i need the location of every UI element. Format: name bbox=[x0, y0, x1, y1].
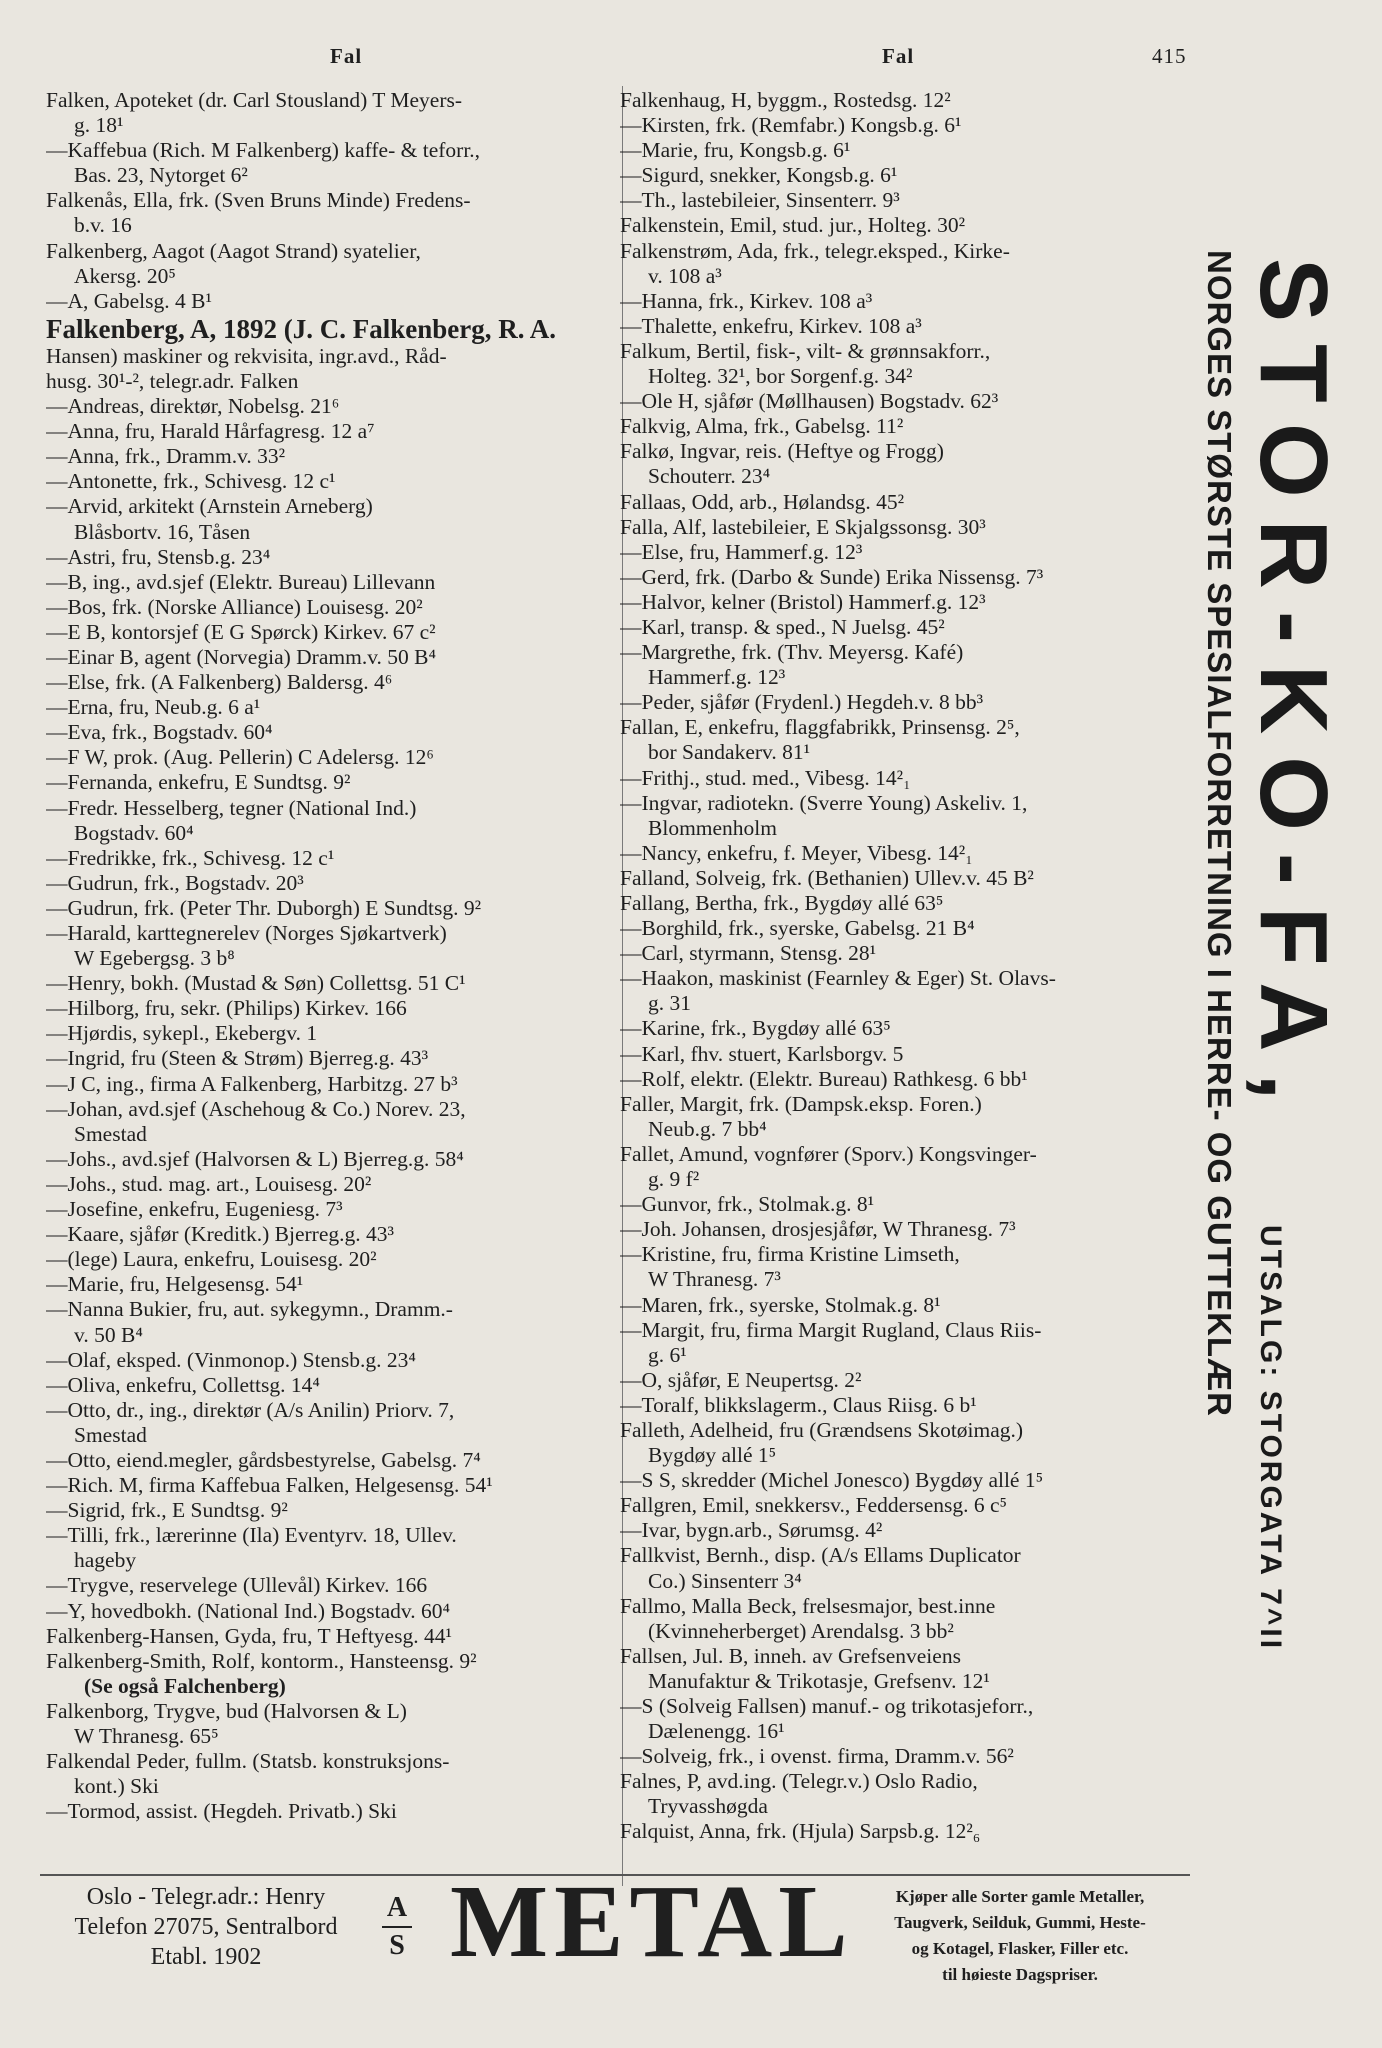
directory-line: Akersg. 20⁵ bbox=[74, 263, 176, 288]
directory-line: —Kaffebua (Rich. M Falkenberg) kaffe- & teforr., bbox=[46, 138, 481, 163]
directory-line: W Egebergsg. 3 b⁸ bbox=[74, 946, 235, 971]
directory-line: Fallmo, Malla Beck, frelsesmajor, best.inne bbox=[620, 1593, 996, 1618]
directory-line: —Ingvar, radiotekn. (Sverre Young) Askeliv. 1, bbox=[620, 790, 1028, 815]
directory-line: —Else, fru, Hammerf.g. 12³ bbox=[620, 539, 863, 564]
directory-line: —Fredr. Hesselberg, tegner (National Ind.) bbox=[46, 795, 417, 820]
directory-line: —Ingrid, fru (Steen & Strøm) Bjerreg.g. 43³ bbox=[46, 1046, 429, 1071]
ad-contact-line: Telefon 27075, Sentralbord bbox=[74, 1914, 338, 1940]
directory-line: Falkenberg, Aagot (Aagot Strand) syatelier, bbox=[46, 238, 421, 263]
directory-line: —Arvid, arkitekt (Arnstein Arneberg) bbox=[46, 494, 373, 519]
directory-line: —Margrethe, frk. (Thv. Meyersg. Kafé) bbox=[620, 640, 964, 665]
ad-as-bar bbox=[382, 1926, 412, 1928]
directory-line: Fallaas, Odd, arb., Hølandsg. 45² bbox=[620, 489, 905, 514]
directory-line: Hammerf.g. 12³ bbox=[648, 665, 786, 690]
directory-line: —Olaf, eksped. (Vinmonop.) Stensb.g. 23⁴ bbox=[46, 1347, 416, 1372]
directory-line: —Henry, bokh. (Mustad & Søn) Collettsg. 51 C¹ bbox=[46, 971, 466, 996]
directory-line: —Haakon, maskinist (Fearnley & Eger) St. Olavs- bbox=[620, 966, 1056, 991]
directory-line: Schouterr. 23⁴ bbox=[648, 464, 771, 489]
directory-line: —Erna, fru, Neub.g. 6 a¹ bbox=[46, 695, 261, 720]
directory-line: —Rich. M, firma Kaffebua Falken, Helgesensg. 54¹ bbox=[46, 1473, 493, 1498]
directory-line: —Karl, fhv. stuert, Karlsborgv. 5 bbox=[620, 1041, 904, 1066]
directory-line: —Einar B, agent (Norvegia) Dramm.v. 50 B⁴ bbox=[46, 644, 437, 669]
directory-line: —Karl, transp. & sped., N Juelsg. 45² bbox=[620, 614, 945, 639]
directory-line: —Otto, dr., ing., direktør (A/s Anilin) Priorv. 7, bbox=[46, 1397, 455, 1422]
directory-line: (Kvinneherberget) Arendalsg. 3 bb² bbox=[648, 1618, 954, 1643]
directory-line: Falkenhaug, H, byggm., Rostedsg. 12² bbox=[620, 88, 951, 112]
directory-line: —Thalette, enkefru, Kirkev. 108 a³ bbox=[620, 313, 922, 338]
directory-line: —B, ing., avd.sjef (Elektr. Bureau) Lillevann bbox=[46, 569, 436, 594]
directory-line: Bygdøy allé 1⁵ bbox=[648, 1443, 777, 1468]
directory-line: —Johan, avd.sjef (Aschehoug & Co.) Norev. 23, bbox=[46, 1096, 466, 1121]
directory-line: Falkum, Bertil, fisk-, vilt- & grønnsakforr., bbox=[620, 338, 991, 363]
directory-line: —Karine, frk., Bygdøy allé 63⁵ bbox=[620, 1016, 891, 1041]
directory-line: —Gudrun, frk., Bogstadv. 20³ bbox=[46, 870, 304, 895]
ad-contact-line: Oslo - Telegr.adr.: Henry bbox=[86, 1884, 326, 1910]
directory-line: —Nanna Bukier, fru, aut. sykegymn., Dramm.- bbox=[46, 1297, 453, 1322]
directory-line: —Frithj., stud. med., Vibesg. 14²₁ bbox=[620, 765, 911, 790]
directory-line: —Maren, frk., syerske, Stolmak.g. 8¹ bbox=[620, 1292, 941, 1317]
directory-line: Falleth, Adelheid, fru (Grændsens Skotøimag.) bbox=[620, 1417, 1024, 1442]
directory-line: —Tilli, frk., lærerinne (Ila) Eventyrv. 18, Ullev. bbox=[46, 1523, 457, 1548]
directory-line: Bogstadv. 60⁴ bbox=[74, 820, 194, 845]
directory-line: —F W, prok. (Aug. Pellerin) C Adelersg. 12⁶ bbox=[46, 745, 434, 770]
ad-service-line: Taugverk, Seilduk, Gummi, Heste- bbox=[894, 1913, 1146, 1932]
directory-line: Fallan, E, enkefru, flaggfabrikk, Prinsensg. 2⁵, bbox=[620, 715, 1020, 740]
directory-line: Tryvasshøgda bbox=[648, 1794, 768, 1819]
ad-contact bbox=[56, 1882, 356, 1972]
directory-line: Fallgren, Emil, snekkersv., Feddersensg. 6 c⁵ bbox=[620, 1493, 1008, 1518]
ad-metal-brand: METAL bbox=[450, 1864, 854, 1979]
header-center: Fal bbox=[882, 44, 915, 68]
directory-line: —Gudrun, frk. (Peter Thr. Duborgh) E Sundtsg. 9² bbox=[46, 895, 482, 920]
ad-as-bottom: S bbox=[389, 1930, 405, 1961]
directory-line: —(lege) Laura, enkefru, Louisesg. 20² bbox=[46, 1247, 377, 1272]
directory-line: —Nancy, enkefru, f. Meyer, Vibesg. 14²₁ bbox=[620, 840, 973, 865]
directory-line: Holteg. 32¹, bor Sorgenf.g. 34² bbox=[648, 364, 913, 389]
directory-line: —Rolf, elektr. (Elektr. Bureau) Rathkesg. 6 bb¹ bbox=[620, 1066, 1028, 1091]
directory-line: Hansen) maskiner og rekvisita, ingr.avd., Råd- bbox=[46, 343, 447, 368]
directory-line: —Sigurd, snekker, Kongsb.g. 6¹ bbox=[620, 163, 898, 188]
directory-line: —Harald, karttegnerelev (Norges Sjøkartverk) bbox=[46, 921, 447, 945]
directory-line: —O, sjåfør, E Neupertsg. 2² bbox=[620, 1367, 862, 1392]
directory-line: kont.) Ski bbox=[74, 1774, 159, 1799]
directory-line: —Gerd, frk. (Darbo & Sunde) Erika Nissensg. 7³ bbox=[620, 564, 1044, 589]
directory-line: —Th., lastebileier, Sinsenterr. 9³ bbox=[620, 188, 900, 213]
directory-line: Smestad bbox=[74, 1422, 147, 1447]
directory-line: —Peder, sjåfør (Frydenl.) Hegdeh.v. 8 bb³ bbox=[620, 690, 984, 715]
directory-line: —Anna, frk., Dramm.v. 33² bbox=[46, 444, 286, 469]
directory-line: g. 6¹ bbox=[648, 1342, 687, 1367]
directory-line: —Marie, fru, Helgesensg. 54¹ bbox=[46, 1272, 304, 1297]
right-column bbox=[620, 88, 1192, 1845]
directory-line: —Carl, styrmann, Stensg. 28¹ bbox=[620, 941, 877, 966]
directory-line: Dælenengg. 16¹ bbox=[648, 1719, 785, 1744]
directory-line: b.v. 16 bbox=[74, 213, 132, 238]
directory-line: Neub.g. 7 bb⁴ bbox=[648, 1116, 767, 1141]
directory-line: —Fernanda, enkefru, E Sundtsg. 9² bbox=[46, 770, 351, 795]
directory-line: hageby bbox=[74, 1548, 137, 1573]
ad-service-line: Kjøper alle Sorter gamle Metaller, bbox=[895, 1887, 1145, 1906]
directory-line: —Borghild, frk., syerske, Gabelsg. 21 B⁴ bbox=[620, 916, 975, 941]
directory-line: Falla, Alf, lastebileier, E Skjalgssonsg. 30³ bbox=[620, 514, 986, 539]
directory-line: bor Sandakerv. 81¹ bbox=[648, 740, 811, 765]
directory-line: Falkenås, Ella, frk. (Sven Bruns Minde) Fredens- bbox=[46, 188, 471, 213]
directory-line: Falkenberg-Smith, Rolf, kontorm., Hansteensg. 9² bbox=[46, 1648, 477, 1673]
directory-line: —Y, hovedbokh. (National Ind.) Bogstadv. 60⁴ bbox=[46, 1598, 451, 1623]
ad-service-line: til høieste Dagspriser. bbox=[942, 1965, 1098, 1984]
directory-line: —Ivar, bygn.arb., Sørumsg. 4² bbox=[620, 1518, 883, 1543]
directory-line: —Johs., stud. mag. art., Louisesg. 20² bbox=[46, 1171, 372, 1196]
directory-line: W Thranesg. 7³ bbox=[648, 1267, 781, 1292]
directory-line: —E B, kontorsjef (E G Spørck) Kirkev. 67 c² bbox=[46, 619, 436, 644]
directory-line: Falkenberg, A, 1892 (J. C. Falkenberg, R. A. bbox=[46, 313, 556, 344]
directory-line: Manufaktur & Trikotasje, Grefsenv. 12¹ bbox=[648, 1668, 990, 1693]
directory-line: —Margit, fru, firma Margit Rugland, Claus Riis- bbox=[620, 1317, 1042, 1342]
directory-line: —Kirsten, frk. (Remfabr.) Kongsb.g. 6¹ bbox=[620, 113, 962, 138]
directory-line: —Trygve, reservelege (Ullevål) Kirkev. 166 bbox=[46, 1573, 428, 1598]
left-column bbox=[46, 88, 618, 1824]
directory-line: Fallet, Amund, vognfører (Sporv.) Kongsvinger- bbox=[620, 1141, 1037, 1166]
ad-service-line: og Kotagel, Flasker, Filler etc. bbox=[911, 1939, 1129, 1958]
directory-line: Falkenstrøm, Ada, frk., telegr.eksped., Kirke- bbox=[620, 238, 1010, 263]
directory-line: Falkendal Peder, fullm. (Statsb. konstruksjons- bbox=[46, 1749, 450, 1774]
directory-line: Fallsen, Jul. B, inneh. av Grefsenveiens bbox=[620, 1643, 961, 1668]
directory-line: —Bos, frk. (Norske Alliance) Louisesg. 20² bbox=[46, 594, 423, 619]
directory-line: —S (Solveig Fallsen) manuf.- og trikotasjeforr., bbox=[620, 1694, 1034, 1718]
directory-line: Falquist, Anna, frk. (Hjula) Sarpsb.g. 12²₆ bbox=[620, 1819, 981, 1844]
side-ad-outlet: UTSALG: STORGATA 7^II bbox=[1254, 1225, 1287, 1652]
directory-line: v. 108 a³ bbox=[648, 263, 722, 288]
directory-line: Blåsbortv. 16, Tåsen bbox=[74, 519, 251, 544]
directory-line: g. 31 bbox=[648, 991, 691, 1016]
directory-line: (Se også Falchenberg) bbox=[84, 1673, 286, 1698]
directory-line: Smestad bbox=[74, 1121, 147, 1146]
directory-line: —Otto, eiend.megler, gårdsbestyrelse, Gabelsg. 7⁴ bbox=[46, 1447, 481, 1472]
directory-line: —Eva, frk., Bogstadv. 60⁴ bbox=[46, 720, 273, 745]
directory-line: —Tormod, assist. (Hegdeh. Privatb.) Ski bbox=[46, 1799, 397, 1824]
directory-line: —Andreas, direktør, Nobelsg. 21⁶ bbox=[46, 394, 340, 419]
directory-line: —Kaare, sjåfør (Kreditk.) Bjerreg.g. 43³ bbox=[46, 1222, 394, 1247]
directory-line: Falkvig, Alma, frk., Gabelsg. 11² bbox=[620, 414, 904, 439]
directory-line: Falkø, Ingvar, reis. (Heftye og Frogg) bbox=[620, 439, 944, 464]
side-ad-brand: STOR-KO-FA, bbox=[1240, 258, 1347, 1123]
header-left: Fal bbox=[330, 44, 363, 68]
directory-line: —Else, frk. (A Falkenberg) Baldersg. 4⁶ bbox=[46, 670, 393, 695]
directory-line: —Fredrikke, frk., Schivesg. 12 c¹ bbox=[46, 845, 335, 870]
directory-line: —A, Gabelsg. 4 B¹ bbox=[46, 288, 212, 313]
directory-line: Falkenstein, Emil, stud. jur., Holteg. 30² bbox=[620, 213, 966, 238]
directory-line: —Hanna, frk., Kirkev. 108 a³ bbox=[620, 288, 873, 313]
directory-line: —Marie, fru, Kongsb.g. 6¹ bbox=[620, 138, 851, 163]
directory-line: —Josefine, enkefru, Eugeniesg. 7³ bbox=[46, 1197, 343, 1222]
directory-line: Falken, Apoteket (dr. Carl Stousland) T Meyers- bbox=[46, 88, 463, 112]
directory-line: —Oliva, enkefru, Collettsg. 14⁴ bbox=[46, 1372, 320, 1397]
directory-line: Fallang, Bertha, frk., Bygdøy allé 63⁵ bbox=[620, 891, 944, 915]
directory-line: Falnes, P, avd.ing. (Telegr.v.) Oslo Radio, bbox=[620, 1769, 978, 1794]
directory-line: husg. 30¹-², telegr.adr. Falken bbox=[46, 368, 299, 393]
directory-line: —Johs., avd.sjef (Halvorsen & L) Bjerreg.g. 58⁴ bbox=[46, 1146, 464, 1171]
directory-line: Falkenborg, Trygve, bud (Halvorsen & L) bbox=[46, 1698, 407, 1723]
directory-line: g. 18¹ bbox=[74, 113, 124, 138]
directory-line: —J C, ing., firma A Falkenberg, Harbitzg. 27 b³ bbox=[46, 1071, 458, 1096]
directory-line: —Joh. Johansen, drosjesjåfør, W Thranesg. 7³ bbox=[620, 1217, 1016, 1242]
ad-services bbox=[860, 1884, 1180, 1988]
ad-contact-line: Etabl. 1902 bbox=[150, 1944, 262, 1970]
directory-line: Falland, Solveig, frk. (Bethanien) Ullev.v. 45 B² bbox=[620, 865, 1034, 890]
page-number: 415 bbox=[1152, 44, 1187, 68]
directory-line: —Solveig, frk., i ovenst. firma, Dramm.v. 56² bbox=[620, 1744, 1014, 1769]
directory-line: —Antonette, frk., Schivesg. 12 c¹ bbox=[46, 469, 336, 494]
directory-line: Fallkvist, Bernh., disp. (A/s Ellams Duplicator bbox=[620, 1543, 1021, 1568]
directory-line: Faller, Margit, frk. (Dampsk.eksp. Foren.) bbox=[620, 1091, 982, 1116]
ad-as-mark bbox=[382, 1892, 412, 1962]
directory-line: Falkenberg-Hansen, Gyda, fru, T Heftyesg. 44¹ bbox=[46, 1623, 452, 1648]
directory-line: —Sigrid, frk., E Sundtsg. 9² bbox=[46, 1498, 288, 1523]
directory-line: —Ole H, sjåfør (Møllhausen) Bogstadv. 62³ bbox=[620, 389, 999, 414]
directory-line: —Astri, fru, Stensb.g. 23⁴ bbox=[46, 544, 271, 569]
directory-line: g. 9 f² bbox=[648, 1167, 700, 1192]
directory-line: —Toralf, blikkslagerm., Claus Riisg. 6 b¹ bbox=[620, 1392, 977, 1417]
directory-line: —Hjørdis, sykepl., Ekebergv. 1 bbox=[46, 1021, 318, 1046]
ad-as-top: A bbox=[386, 1892, 408, 1923]
directory-line: —Kristine, fru, firma Kristine Limseth, bbox=[620, 1242, 960, 1267]
directory-line: —Anna, fru, Harald Hårfagresg. 12 a⁷ bbox=[46, 419, 375, 444]
directory-line: W Thranesg. 65⁵ bbox=[74, 1724, 219, 1748]
directory-line: Blommenholm bbox=[648, 815, 777, 840]
directory-line: v. 50 B⁴ bbox=[74, 1322, 143, 1347]
directory-line: —S S, skredder (Michel Jonesco) Bygdøy allé 1⁵ bbox=[620, 1468, 1044, 1493]
directory-line: Co.) Sinsenterr 3⁴ bbox=[648, 1568, 802, 1593]
directory-line: —Hilborg, fru, sekr. (Philips) Kirkev. 166 bbox=[46, 996, 407, 1021]
directory-line: Bas. 23, Nytorget 6² bbox=[74, 163, 248, 188]
side-ad-tagline: NORGES STØRSTE SPESIALFORRETNING I HERRE- OG GUTTEKLÆR bbox=[1201, 250, 1238, 1417]
directory-line: —Gunvor, frk., Stolmak.g. 8¹ bbox=[620, 1192, 875, 1217]
directory-line: —Halvor, kelner (Bristol) Hammerf.g. 12³ bbox=[620, 589, 986, 614]
